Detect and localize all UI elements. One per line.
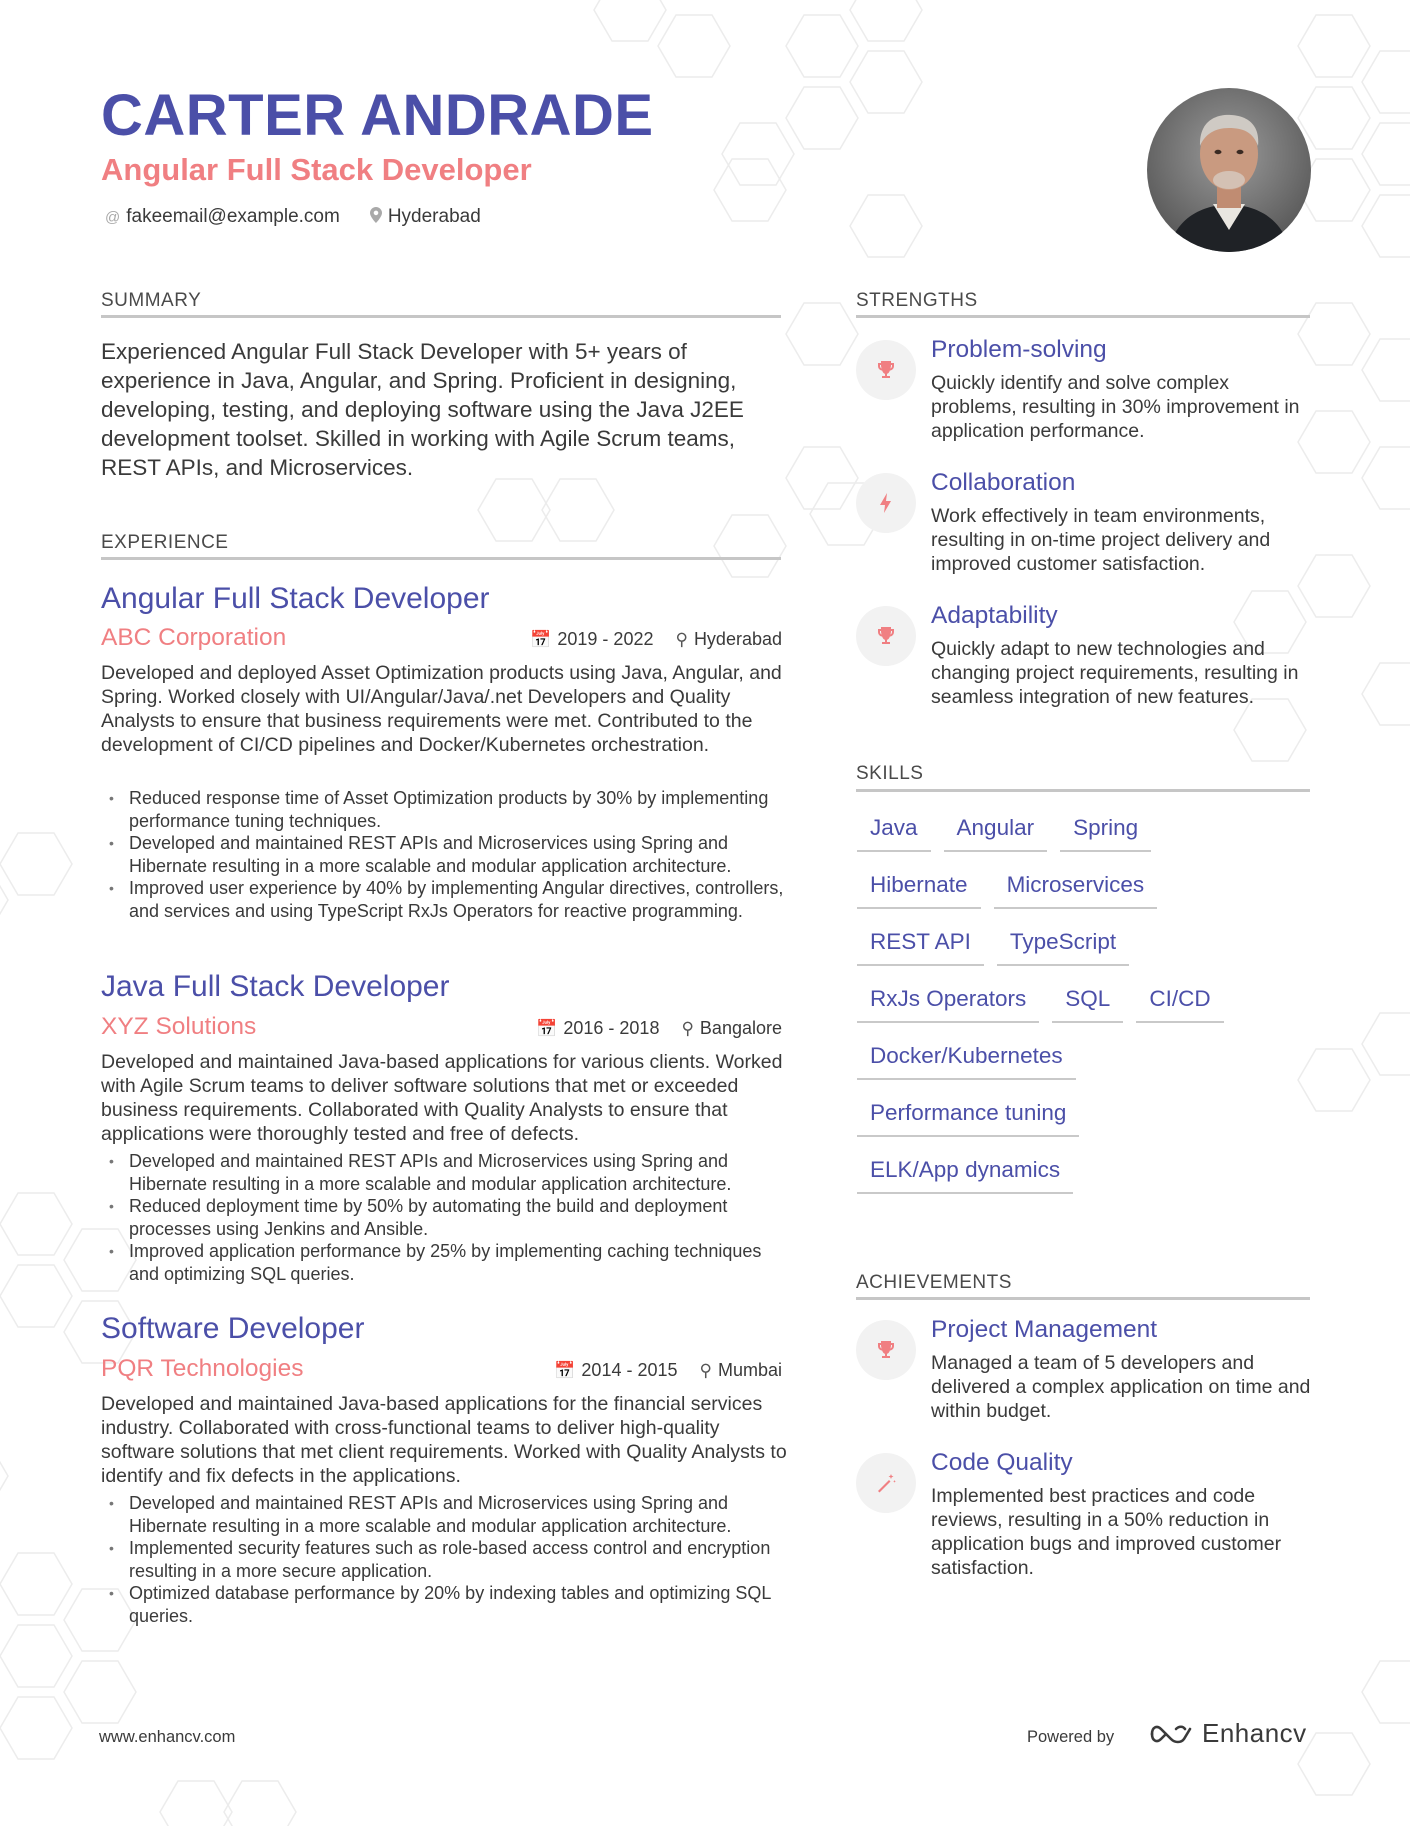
job-description: Developed and deployed Asset Optimization products using Java, Angular, and Spring. Worked closely with UI/Angular/Java/.net Developers and Quality Analysts to ensure that business requirements were met. Contributed to the development of CI/CD pipelines and Docker/Kubernetes orchestration. (101, 662, 782, 756)
job-description: Developed and maintained Java-based applications for various clients. Worked with Agile Scrum teams to deliver software solutions that met or exceeded business requirements. Collaborated with Quality Analysts to ensure that applications were thoroughly tested and free of defects. (101, 1051, 783, 1145)
skill-row (857, 1149, 1319, 1194)
trophy-icon (856, 1320, 916, 1380)
achievements-divider (856, 1297, 1310, 1300)
skill-row (857, 921, 1319, 966)
achievement-description: Managed a team of 5 developers and delivered a complex application on time and within budget. (931, 1352, 1311, 1422)
company-name: ABC Corporation (101, 624, 287, 651)
brand-name: Enhancv (1202, 1718, 1307, 1748)
job-dates-text: 2019 - 2022 (557, 629, 654, 649)
achievement-title: Project Management (931, 1316, 1158, 1343)
trophy-icon (856, 606, 916, 666)
job-bullets (101, 787, 791, 923)
strength-title: Collaboration (931, 469, 1076, 496)
bullet-item: • Reduced response time of Asset Optimization products by 30% by implementing performance tuning techniques. (101, 787, 791, 832)
job-location-text: Mumbai (717, 1360, 782, 1380)
skill-tag: Hibernate (857, 864, 981, 909)
skill-row (857, 1035, 1319, 1080)
strength-description: Work effectively in team environments, resulting in on-time project delivery and improved customer satisfaction. (931, 505, 1271, 575)
calendar-icon: 📅 (536, 1019, 558, 1038)
skills-divider (856, 789, 1310, 792)
job-location-text: Hyderabad (693, 629, 782, 649)
skill-row (857, 1092, 1319, 1137)
bullet-item: • Improved user experience by 40% by implementing Angular directives, controllers, and services and using TypeScript RxJs Operators for reactive programming. (101, 877, 791, 922)
avatar (1147, 88, 1311, 252)
experience-divider (101, 557, 781, 560)
map-pin-icon: ⚲ (675, 630, 688, 649)
summary-text: Experienced Angular Full Stack Developer with 5+ years of experience in Java, Angular, and Spring. Proficient in designing, developing, testing, and deploying software using the Java J2EE development toolset. Skilled in working with Agile Scrum teams, REST APIs, and Microservices. (101, 339, 744, 480)
job-location (681, 1018, 782, 1039)
job-location (675, 629, 782, 650)
skill-tag: RxJs Operators (857, 978, 1039, 1023)
strength-description: Quickly identify and solve complex problems, resulting in 30% improvement in application performance. (931, 372, 1300, 442)
skill-tag: SQL (1052, 978, 1123, 1023)
lightning-icon (856, 473, 916, 533)
bullet-item: • Developed and maintained REST APIs and Microservices using Spring and Hibernate resulting in a more scalable and modular application architecture. (101, 1150, 791, 1195)
powered-by-label: Powered by (1027, 1728, 1115, 1746)
achievement-description: Implemented best practices and code reviews, resulting in a 50% reduction in application bugs and improved customer satisfaction. (931, 1485, 1282, 1579)
footer-url[interactable]: www.enhancv.com (99, 1728, 236, 1746)
skill-tag: REST API (857, 921, 984, 966)
skills-section-title: SKILLS (856, 763, 924, 784)
job-bullets (101, 1492, 791, 1628)
company-name: PQR Technologies (101, 1355, 304, 1382)
email-text: fakeemail@example.com (126, 206, 340, 227)
email-contact[interactable] (105, 206, 340, 228)
job-dates (554, 1360, 677, 1381)
contact-info (105, 206, 481, 228)
strengths-divider (856, 315, 1310, 318)
job-dates (530, 629, 653, 650)
skills-list (857, 807, 1319, 1206)
enhancv-logo-icon (1148, 1721, 1194, 1747)
job-dates-text: 2016 - 2018 (563, 1018, 660, 1038)
map-pin-icon: ⚲ (681, 1019, 694, 1038)
skill-row (857, 978, 1319, 1023)
skill-tag: CI/CD (1136, 978, 1223, 1023)
bullet-item: • Reduced deployment time by 50% by automating the build and deployment processes using Jenkins and Ansible. (101, 1195, 791, 1240)
achievements-section-title: ACHIEVEMENTS (856, 1272, 1012, 1293)
company-name: XYZ Solutions (101, 1013, 257, 1040)
skill-tag: ELK/App dynamics (857, 1149, 1073, 1194)
map-pin-icon (370, 207, 382, 227)
at-icon: @ (105, 208, 121, 226)
skill-tag: Spring (1060, 807, 1151, 852)
achievement-title: Code Quality (931, 1449, 1073, 1476)
skill-tag: Java (857, 807, 931, 852)
strengths-section-title: STRENGTHS (856, 290, 978, 311)
bullet-item: • Optimized database performance by 20% by indexing tables and optimizing SQL queries. (101, 1582, 791, 1627)
summary-divider (101, 315, 781, 318)
job-meta (536, 1018, 782, 1039)
job-title: Software Developer (101, 1312, 365, 1345)
job-meta (530, 629, 782, 650)
candidate-name: CARTER ANDRADE (101, 83, 654, 148)
location-contact (370, 206, 481, 228)
skill-tag: Microservices (994, 864, 1158, 909)
skill-tag: Angular (944, 807, 1048, 852)
bullet-item: • Implemented security features such as role-based access control and encryption resulting in a more secure application. (101, 1537, 791, 1582)
skill-tag: Performance tuning (857, 1092, 1079, 1137)
map-pin-icon: ⚲ (699, 1361, 712, 1380)
candidate-role: Angular Full Stack Developer (101, 152, 532, 187)
job-title: Java Full Stack Developer (101, 970, 450, 1003)
job-dates-text: 2014 - 2015 (581, 1360, 678, 1380)
job-dates (536, 1018, 659, 1039)
enhancv-logo[interactable] (1148, 1718, 1307, 1749)
calendar-icon: 📅 (554, 1361, 576, 1380)
job-description: Developed and maintained Java-based applications for the financial services industry. Collaborated with cross-functional teams to deliver high-quality software solutions that met client requirements. Worked with Quality Analysts to identify and fix defects in the applications. (101, 1393, 787, 1487)
trophy-icon (856, 340, 916, 400)
strength-title: Problem-solving (931, 336, 1107, 363)
strength-title: Adaptability (931, 602, 1058, 629)
summary-section-title: SUMMARY (101, 290, 202, 311)
skill-row (857, 807, 1319, 852)
strength-description: Quickly adapt to new technologies and changing project requirements, resulting in seamless integration of new features. (931, 638, 1299, 708)
calendar-icon: 📅 (530, 630, 552, 649)
job-title: Angular Full Stack Developer (101, 582, 490, 615)
magic-wand-icon (856, 1453, 916, 1513)
skill-tag: Docker/Kubernetes (857, 1035, 1076, 1080)
job-location (700, 1360, 782, 1381)
job-location-text: Bangalore (699, 1018, 782, 1038)
skill-tag: TypeScript (997, 921, 1129, 966)
job-meta (554, 1360, 782, 1381)
bullet-item: • Developed and maintained REST APIs and Microservices using Spring and Hibernate resulting in a more scalable and modular application architecture. (101, 832, 791, 877)
location-text: Hyderabad (387, 206, 481, 227)
bullet-item: • Developed and maintained REST APIs and Microservices using Spring and Hibernate resulting in a more scalable and modular application architecture. (101, 1492, 791, 1537)
bullet-item: • Improved application performance by 25% by implementing caching techniques and optimizing SQL queries. (101, 1240, 791, 1285)
job-bullets (101, 1150, 791, 1286)
skill-row (857, 864, 1319, 909)
experience-section-title: EXPERIENCE (101, 532, 229, 553)
